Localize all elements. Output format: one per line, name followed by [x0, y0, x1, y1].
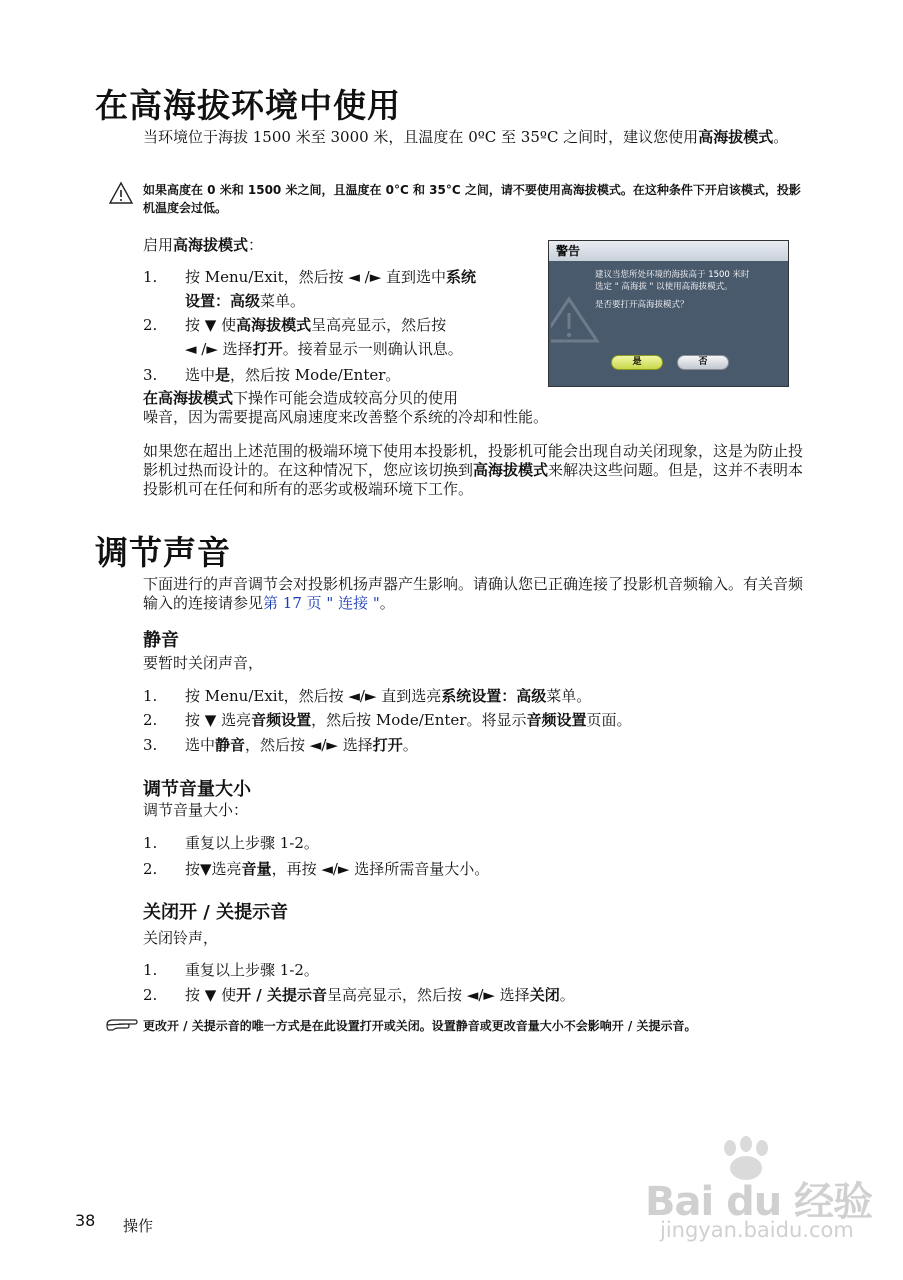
- watermark-brand: Bai du 经验: [645, 1179, 873, 1225]
- volume-lead: 调节音量大小：: [143, 801, 249, 819]
- section-title-high-altitude: 在高海拔环境中使用: [95, 86, 401, 125]
- high-altitude-noise-note: 在高海拔模式下操作可能会造成较高分贝的使用 噪音，因为需要提高风扇速度来改善整个系统的冷却和性能。: [143, 389, 549, 426]
- warning-note: 如果高度在 0 米和 1500 米之间，且温度在 0°C 和 35°C 之间，请不要使用高海拔模式。在这种条件下开启该模式，投影机温度会过低。: [143, 183, 801, 215]
- pointing-hand-icon: [105, 1017, 139, 1033]
- warning-icon: [108, 181, 134, 205]
- page-number: 38: [75, 1211, 96, 1230]
- tone-heading: 关闭开 / 关提示音: [143, 902, 289, 923]
- enable-lead: 启用高海拔模式：: [143, 236, 264, 254]
- dialog-title: 警告: [549, 241, 788, 261]
- volume-heading: 调节音量大小: [143, 779, 251, 800]
- tip-note: 更改开 / 关提示音的唯一方式是在此设置打开或关闭。设置静音或更改音量大小不会影响开 / 关提示音。: [143, 1019, 697, 1033]
- section-title-sound: 调节声音: [95, 533, 231, 572]
- footer-section-label: 操作: [123, 1217, 154, 1235]
- sound-intro: 下面进行的声音调节会对投影机扬声器产生影响。请确认您已正确连接了投影机音频输入。有关音频输入的连接请参见第 17 页 " 连接 "。: [143, 575, 804, 612]
- connection-page-link[interactable]: 第 17 页 " 连接 ": [263, 594, 380, 612]
- watermark-url: jingyan.baidu.com: [660, 1218, 854, 1242]
- high-altitude-intro: 当环境位于海拔 1500 米至 3000 米，且温度在 0ºC 至 35ºC 之间时，建议您使用高海拔模式。: [143, 128, 789, 146]
- dialog-message: 建议当您所处环境的海拔高于 1500 米时 选定 " 高海拔 " 以使用高海拔模式。 是否要打开高海拔模式？: [595, 270, 750, 310]
- extreme-environment-paragraph: 如果您在超出上述范围的极端环境下使用本投影机，投影机可能会出现自动关闭现象，这是为防止投影机过热而设计的。在这种情况下，您应该切换到高海拔模式来解决这些问题。但是，这并不表明本投影机可在任何和所有的恶劣或极端环境下工作。: [143, 442, 804, 498]
- mute-lead: 要暂时关闭声音，: [143, 654, 264, 672]
- mute-heading: 静音: [143, 630, 179, 651]
- no-button[interactable]: 否: [677, 355, 729, 370]
- tone-lead: 关闭铃声，: [143, 929, 219, 947]
- high-altitude-warning-dialog: [548, 240, 789, 387]
- yes-button[interactable]: 是: [611, 355, 663, 370]
